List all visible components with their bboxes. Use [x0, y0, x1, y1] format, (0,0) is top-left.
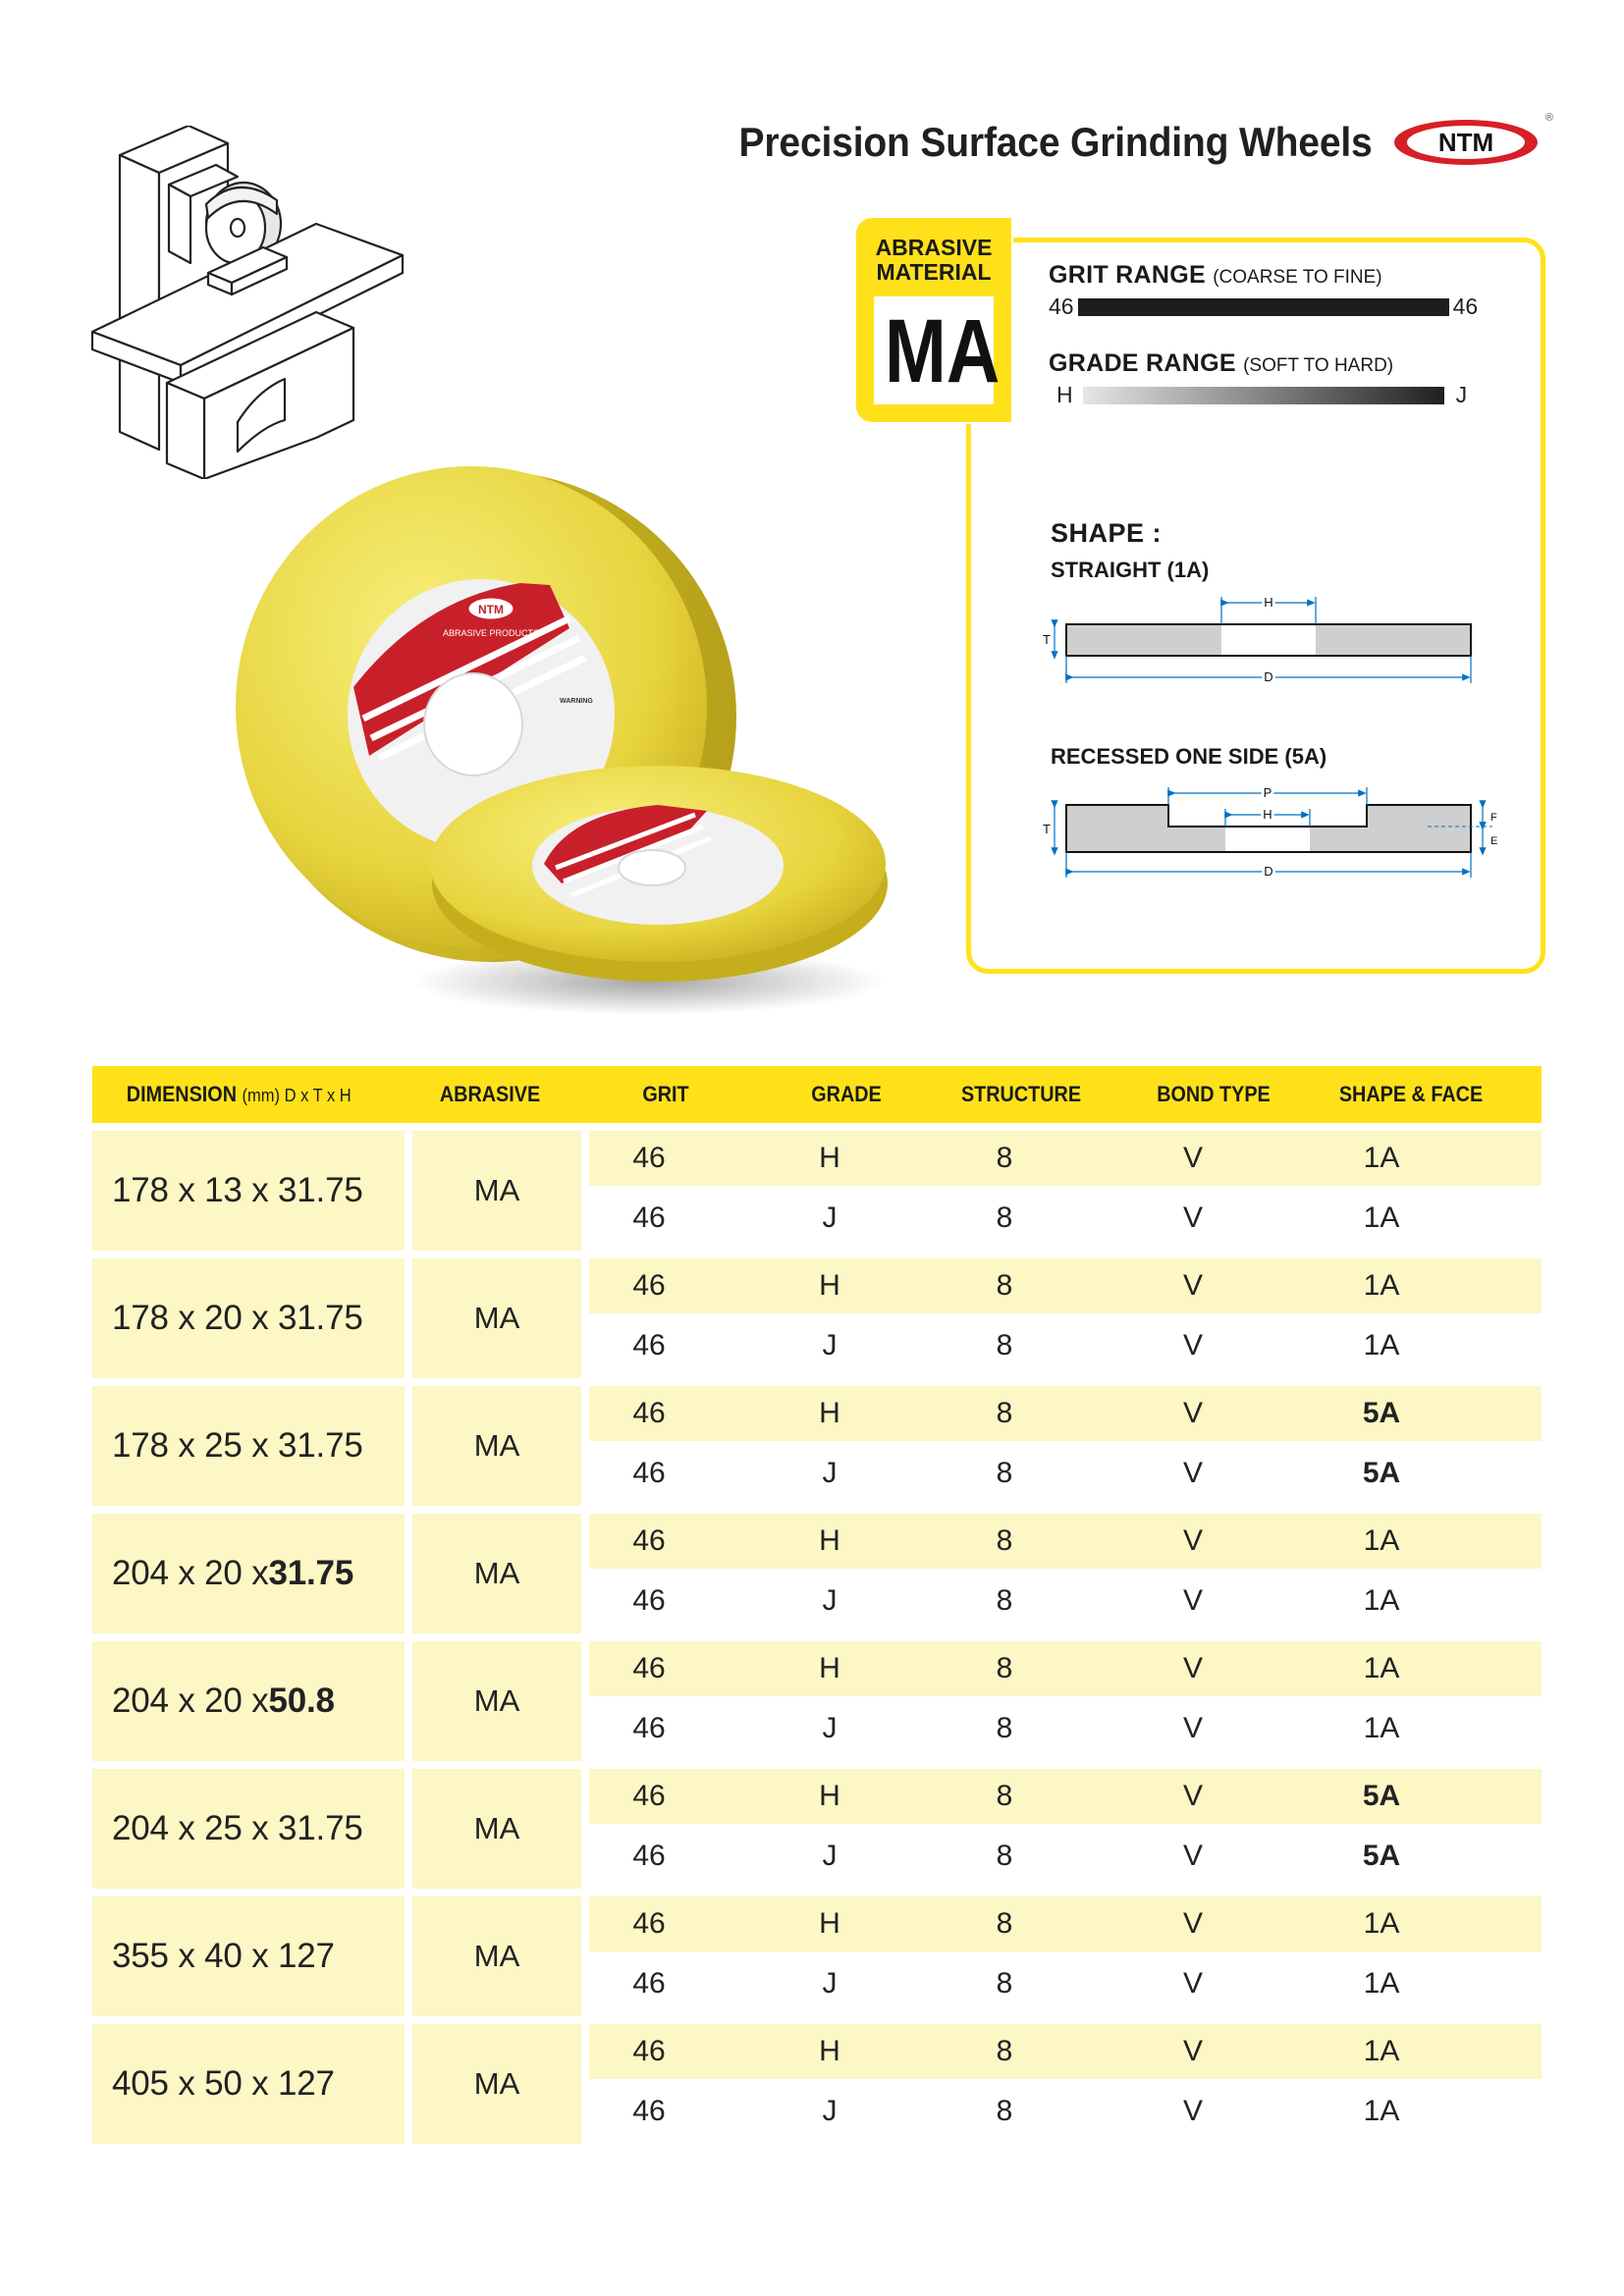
grade-cell: H	[819, 1524, 840, 1557]
shape-face-cell: 1A	[1363, 1142, 1400, 1174]
grit-cell: 46	[632, 1269, 666, 1302]
straight-t-label: T	[1043, 632, 1051, 647]
table-row	[589, 1258, 1542, 1313]
table-row	[589, 1951, 1542, 2016]
grit-range-bar	[1078, 298, 1449, 316]
abrasive-material-label	[856, 236, 1011, 285]
bond-type-cell: V	[1182, 2035, 1203, 2067]
structure-cell: 8	[996, 1840, 1013, 1872]
structure-cell: 8	[996, 1397, 1013, 1429]
grit-cell: 46	[632, 1524, 666, 1557]
bond-type-cell: V	[1182, 1524, 1203, 1557]
grade-range-qualifier: (SOFT TO HARD)	[1243, 355, 1394, 376]
variant-rows	[589, 1641, 1542, 1761]
table-row	[589, 1313, 1542, 1378]
table-row	[589, 2079, 1542, 2144]
table-header	[92, 1066, 1542, 1123]
structure-cell: 8	[996, 1652, 1013, 1684]
wheel-subtitle-text: ABRASIVE PRODUCTS	[442, 628, 540, 638]
dimension-cell	[92, 1386, 405, 1506]
recessed-t-label: T	[1043, 822, 1051, 836]
table-group	[92, 1514, 1542, 1633]
table-group	[92, 1258, 1542, 1378]
dimension-text: 178 x 25 x 31.75	[112, 1426, 363, 1465]
grade-cell: H	[819, 2035, 840, 2067]
table-group	[92, 1769, 1542, 1889]
grit-cell: 46	[632, 1397, 666, 1429]
shape-face-cell: 1A	[1363, 2095, 1400, 2127]
grit-range-title	[1049, 261, 1478, 290]
dimension-bold-text: 31.75	[268, 1554, 354, 1592]
table-body	[92, 1131, 1542, 2144]
grit-cell: 46	[632, 1712, 666, 1744]
grit-range-to: 46	[1452, 294, 1479, 319]
table-row	[589, 1769, 1542, 1824]
structure-cell: 8	[996, 2095, 1013, 2127]
shape-recessed-name: RECESSED ONE SIDE (5A)	[1051, 744, 1327, 769]
abrasive-cell: MA	[412, 2024, 581, 2144]
bond-type-cell: V	[1182, 1457, 1203, 1489]
abrasive-cell: MA	[412, 1386, 581, 1506]
dimension-text: 355 x 40 x 127	[112, 1937, 335, 1975]
col-dimension	[109, 1082, 406, 1107]
grit-cell: 46	[632, 1584, 666, 1617]
dimension-text: 178 x 20 x 31.75	[112, 1299, 363, 1337]
grinding-wheels-photo	[196, 461, 903, 1021]
bond-type-cell: V	[1182, 1269, 1203, 1302]
bond-type-cell: V	[1182, 1712, 1203, 1744]
bond-type-cell: V	[1182, 1780, 1203, 1812]
grit-range-heading: GRIT RANGE	[1049, 261, 1206, 289]
table-group	[92, 1386, 1542, 1506]
recessed-wheel-diagram	[1031, 775, 1512, 885]
grade-range	[1049, 349, 1467, 408]
structure-cell: 8	[996, 1201, 1013, 1234]
dimension-cell	[92, 1896, 405, 2016]
grit-cell: 46	[632, 1907, 666, 1940]
grit-cell: 46	[632, 1329, 666, 1362]
dimension-text: 178 x 13 x 31.75	[112, 1171, 363, 1209]
page-title: Precision Surface Grinding Wheels	[738, 119, 1373, 165]
bond-type-cell: V	[1182, 1967, 1203, 2000]
abrasive-cell: MA	[412, 1131, 581, 1251]
dimension-bold-text: 50.8	[268, 1682, 335, 1720]
col-shape-face: SHAPE & FACE	[1338, 1082, 1484, 1106]
grit-cell: 46	[632, 1967, 666, 2000]
grade-cell: H	[819, 1907, 840, 1940]
table-group	[92, 1641, 1542, 1761]
abrasive-cell: MA	[412, 1258, 581, 1378]
structure-cell: 8	[996, 1780, 1013, 1812]
shape-face-cell: 1A	[1363, 1524, 1400, 1557]
table-row	[589, 2024, 1542, 2079]
dimension-cell	[92, 1514, 405, 1633]
grade-cell: H	[819, 1652, 840, 1684]
shape-face-cell: 5A	[1362, 1397, 1401, 1429]
straight-h-label: H	[1264, 595, 1273, 610]
bond-type-cell: V	[1182, 2095, 1203, 2127]
grade-cell: J	[822, 1840, 838, 1872]
grade-range-bar	[1083, 387, 1444, 404]
shape-face-cell: 1A	[1363, 1967, 1400, 2000]
structure-cell: 8	[996, 1142, 1013, 1174]
grit-range-scale	[1049, 294, 1478, 320]
grade-range-title	[1049, 349, 1467, 378]
grit-cell: 46	[632, 1652, 666, 1684]
shape-face-cell: 1A	[1363, 1201, 1400, 1234]
grade-range-from: H	[1056, 382, 1073, 407]
bond-type-cell: V	[1182, 1584, 1203, 1617]
table-row	[589, 1441, 1542, 1506]
structure-cell: 8	[996, 1712, 1013, 1744]
grade-cell: J	[822, 1712, 838, 1744]
registered-mark: ®	[1544, 112, 1553, 124]
abrasive-code-box	[874, 296, 1001, 404]
bond-type-cell: V	[1182, 1329, 1203, 1362]
table-row	[589, 1514, 1542, 1569]
dimension-text: 204 x 20 x	[112, 1682, 269, 1720]
straight-wheel-diagram	[1031, 589, 1492, 691]
abrasive-cell: MA	[412, 1769, 581, 1889]
shape-face-cell: 1A	[1363, 1269, 1400, 1302]
grade-cell: J	[822, 1201, 838, 1234]
table-group	[92, 1896, 1542, 2016]
dimension-text: 204 x 20 x	[112, 1554, 269, 1592]
grade-cell: J	[822, 1967, 838, 2000]
grade-cell: J	[822, 2095, 838, 2127]
dimension-cell	[92, 2024, 405, 2144]
grade-cell: H	[819, 1142, 840, 1174]
grit-cell: 46	[632, 1840, 666, 1872]
abrasive-cell: MA	[412, 1896, 581, 2016]
structure-cell: 8	[996, 1269, 1013, 1302]
shape-face-cell: 1A	[1363, 1329, 1400, 1362]
structure-cell: 8	[996, 1329, 1013, 1362]
abrasive-cell: MA	[412, 1641, 581, 1761]
col-grit: GRIT	[642, 1082, 689, 1106]
col-bond-type: BOND TYPE	[1157, 1082, 1271, 1106]
wheel-warning-text: WARNING	[560, 698, 593, 705]
grade-range-to: J	[1455, 382, 1468, 407]
table-row	[589, 1386, 1542, 1441]
col-abrasive: ABRASIVE	[439, 1082, 541, 1106]
bond-type-cell: V	[1182, 1840, 1203, 1872]
dimension-cell	[92, 1769, 405, 1889]
surface-grinder-illustration	[90, 126, 418, 479]
title-row	[691, 112, 1553, 169]
shape-title: SHAPE :	[1051, 518, 1163, 548]
grit-cell: 46	[632, 2035, 666, 2067]
shape-face-cell: 5A	[1362, 1840, 1401, 1872]
grit-cell: 46	[632, 1142, 666, 1174]
table-group	[92, 1131, 1542, 1251]
col-structure: STRUCTURE	[960, 1082, 1082, 1106]
abrasive-label-line1: ABRASIVE	[875, 235, 993, 260]
recessed-h-label: H	[1263, 807, 1272, 822]
table-row	[589, 1824, 1542, 1889]
structure-cell: 8	[996, 1907, 1013, 1940]
abrasive-label-line2: MATERIAL	[876, 259, 992, 285]
variant-rows	[589, 1769, 1542, 1889]
bond-type-cell: V	[1182, 1397, 1203, 1429]
col-dimension-unit: (mm) D x T x H	[242, 1085, 352, 1105]
dimension-cell	[92, 1258, 405, 1378]
dimension-cell	[92, 1641, 405, 1761]
variant-rows	[589, 1896, 1542, 2016]
grit-range-qualifier: (COARSE TO FINE)	[1213, 267, 1382, 288]
bond-type-cell: V	[1182, 1652, 1203, 1684]
ntm-logo	[1390, 112, 1553, 169]
abrasive-code: MA	[884, 301, 1001, 401]
dimension-text: 405 x 50 x 127	[112, 2064, 335, 2103]
grade-cell: H	[819, 1780, 840, 1812]
structure-cell: 8	[996, 1457, 1013, 1489]
grade-range-heading: GRADE RANGE	[1049, 349, 1236, 377]
table-group	[92, 2024, 1542, 2144]
shape-face-cell: 5A	[1362, 1780, 1401, 1812]
shape-face-cell: 5A	[1362, 1457, 1401, 1489]
dimension-text: 204 x 25 x 31.75	[112, 1809, 363, 1847]
col-grade: GRADE	[811, 1082, 882, 1106]
grit-range-from: 46	[1049, 294, 1074, 319]
spec-table	[92, 1066, 1542, 2144]
shape-face-cell: 1A	[1363, 1907, 1400, 1940]
grade-range-scale	[1049, 382, 1467, 408]
wheel-brand-text: NTM	[478, 603, 504, 616]
structure-cell: 8	[996, 1584, 1013, 1617]
shape-face-cell: 1A	[1363, 1652, 1400, 1684]
abrasive-material-badge	[856, 218, 1011, 422]
bond-type-cell: V	[1182, 1201, 1203, 1234]
grade-cell: J	[822, 1584, 838, 1617]
table-row	[589, 1186, 1542, 1251]
grit-cell: 46	[632, 1201, 666, 1234]
table-row	[589, 1896, 1542, 1951]
table-row	[589, 1696, 1542, 1761]
shape-face-cell: 1A	[1363, 1584, 1400, 1617]
grade-cell: J	[822, 1329, 838, 1362]
structure-cell: 8	[996, 1524, 1013, 1557]
grit-cell: 46	[632, 1780, 666, 1812]
table-row	[589, 1641, 1542, 1696]
table-row	[589, 1569, 1542, 1633]
variant-rows	[589, 1131, 1542, 1251]
grit-range	[1049, 261, 1478, 320]
grade-cell: H	[819, 1397, 840, 1429]
structure-cell: 8	[996, 1967, 1013, 2000]
variant-rows	[589, 1258, 1542, 1378]
shape-straight-name: STRAIGHT (1A)	[1051, 558, 1210, 582]
bond-type-cell: V	[1182, 1907, 1203, 1940]
recessed-d-label: D	[1264, 864, 1273, 879]
recessed-e-label: E	[1490, 835, 1498, 847]
shape-face-cell: 1A	[1363, 2035, 1400, 2067]
recessed-p-label: P	[1263, 785, 1272, 800]
grade-cell: H	[819, 1269, 840, 1302]
variant-rows	[589, 1386, 1542, 1506]
grade-cell: J	[822, 1457, 838, 1489]
table-row	[589, 1131, 1542, 1186]
grit-cell: 46	[632, 1457, 666, 1489]
straight-d-label: D	[1264, 669, 1273, 684]
structure-cell: 8	[996, 2035, 1013, 2067]
recessed-f-label: F	[1490, 812, 1497, 824]
bond-type-cell: V	[1182, 1142, 1203, 1174]
variant-rows	[589, 2024, 1542, 2144]
abrasive-cell: MA	[412, 1514, 581, 1633]
logo-text: NTM	[1437, 128, 1494, 157]
grit-cell: 46	[632, 2095, 666, 2127]
shape-face-cell: 1A	[1363, 1712, 1400, 1744]
variant-rows	[589, 1514, 1542, 1633]
col-dimension-label: DIMENSION	[126, 1082, 238, 1106]
dimension-cell	[92, 1131, 405, 1251]
